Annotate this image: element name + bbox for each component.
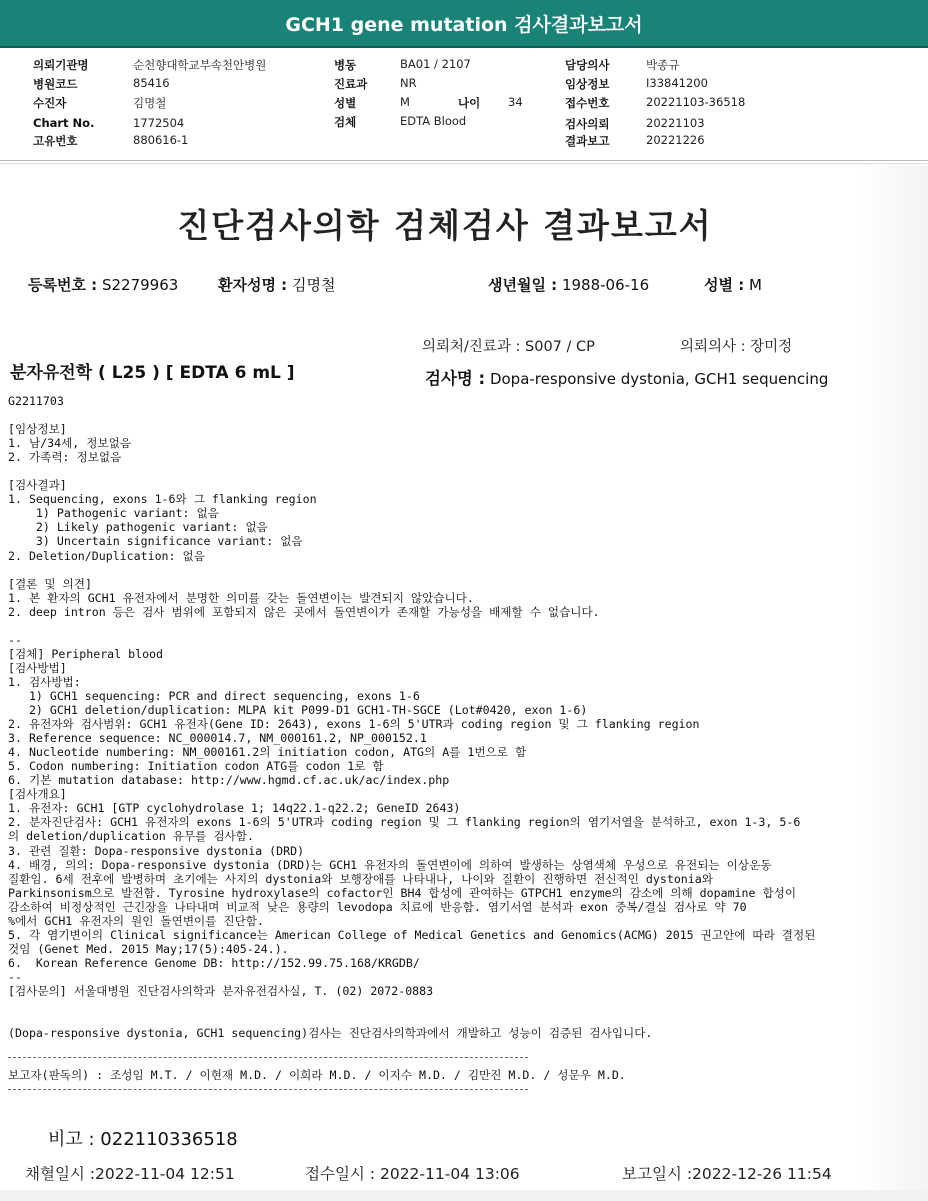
field-label: 고유번호 (33, 134, 78, 148)
birth-date-value: 1988-06-16 (561, 276, 650, 294)
report-line: 2. deep intron 등은 검사 범위에 포함되지 않은 곳에서 돌연변이가 존재할 가능성을 배제할 수 없습니다. (8, 604, 600, 619)
field-value: 20221103 (646, 116, 705, 130)
report-line: %에서 GCH1 유전자의 원인 돌연변이를 진단함. (8, 913, 264, 928)
header-divider (0, 160, 928, 161)
document-title: 진단검사의학 검체검사 결과보고서 (177, 206, 713, 245)
birth-date-label: 생년월일 : (488, 276, 558, 294)
registration-number (28, 274, 178, 295)
field-value: BA01 / 2107 (400, 57, 471, 71)
report-line (8, 619, 908, 633)
test-name-label: 검사명 : (425, 369, 486, 388)
field-value: 김명철 (133, 96, 167, 110)
field-label: 검사의뢰 (565, 117, 610, 131)
report-line: 1. 남/34세, 정보없음 (8, 436, 132, 451)
requester-department: 의뢰처/진료과 : S007 / CP (422, 339, 595, 355)
report-line: 3. 관련 질환: Dopa-responsive dystonia (DRD) (8, 843, 305, 858)
field-value: 순천향대학교부속천안병원 (133, 58, 267, 72)
field-label: Chart No. (33, 116, 95, 130)
report-line: G2211703 (8, 394, 64, 408)
department-heading: 분자유전학 ( L25 ) [ EDTA 6 mL ] (10, 363, 295, 383)
field-label: 의뢰기관명 (33, 58, 89, 72)
field-label: 진료과 (334, 77, 368, 91)
report-line: 4. Nucleotide numbering: NM_000161.2의 initiation codon, ATG의 A를 1번으로 함 (8, 745, 527, 760)
requester-doctor: 의뢰의사 : 장미정 (680, 339, 793, 355)
field-label: 수진자 (33, 96, 67, 110)
field-value: 20221226 (646, 133, 705, 147)
field-label: 접수번호 (565, 96, 610, 110)
field-label: 검체 (334, 115, 357, 129)
report-line (8, 408, 908, 422)
field-value: I33841200 (646, 76, 708, 90)
report-line: [검체] Peripheral blood (8, 646, 164, 661)
collection-datetime: 채혈일시 :2022-11-04 12:51 (25, 1165, 235, 1183)
report-line: 2) GCH1 deletion/duplication: MLPA kit P099-D1 GCH1-TH-SGCE (Lot#0420, exon 1-6) (8, 703, 588, 718)
report-line: Parkinsonism으로 발전함. Tyrosine hydroxylase의 cofactor인 BH4 합성에 관여하는 GTPCH1 enzyme의 감소에 의해 dopamine 합성이 (8, 885, 797, 900)
field-label: 임상정보 (565, 77, 610, 91)
field-label: 병동 (334, 58, 357, 72)
report-line: 2) Likely pathogenic variant: 없음 (8, 520, 268, 535)
registration-number-label: 등록번호 : (28, 276, 98, 294)
report-line: 것임 (Genet Med. 2015 May;17(5):405-24.). (8, 941, 289, 956)
report-line: 질환임. 6세 전후에 발병하며 초기에는 사지의 dystonia와 보행장애를 나타내나, 나이와 질환이 진행하면 전신적인 dystonia와 (8, 871, 713, 886)
report-line (8, 998, 908, 1012)
report-datetime: 보고일시 :2022-12-26 11:54 (622, 1165, 832, 1183)
registration-number-value: S2279963 (101, 276, 179, 294)
report-line: 5. 각 염기변이의 Clinical significance는 American College of Medical Genetics and Genomics(ACMG) 2015 권고안에 따라 결정된 (8, 927, 816, 942)
report-line: 3. Reference sequence: NC_000014.7, NM_000161.2, NP_000152.1 (8, 731, 427, 746)
report-line: 2. Deletion/Duplication: 없음 (8, 548, 205, 563)
report-line: 1. 검사방법: (8, 674, 81, 689)
field-value: M (400, 95, 410, 109)
report-line (8, 563, 908, 577)
remark (48, 1125, 238, 1151)
field-label: 결과보고 (565, 134, 610, 148)
dashed-separator (8, 1057, 528, 1058)
report-line: [검사결과] (8, 478, 67, 493)
report-line: 6. 기본 mutation database: http://www.hgmd.cf.ac.uk/ac/index.php (8, 773, 450, 788)
report-line: 2. 유전자와 검사범위: GCH1 유전자(Gene ID: 2643), exons 1-6의 5'UTR과 coding region 및 그 flanking region (8, 717, 700, 732)
field-value: NR (400, 76, 417, 90)
header-info-grid (0, 54, 928, 154)
report-line: (Dopa-responsive dystonia, GCH1 sequencing)검사는 진단검사의학과에서 개발하고 성능이 검증된 검사입니다. (8, 1026, 653, 1041)
bottom-strip (0, 1190, 928, 1201)
dashed-separator (8, 1089, 528, 1090)
remark-label: 비고 : (48, 1129, 95, 1150)
report-line: [결론 및 의견] (8, 576, 92, 591)
report-line: 1. 유전자: GCH1 [GTP cyclohydrolase 1; 14q22.1-q22.2; GeneID 2643) (8, 801, 461, 816)
report-line: -- (8, 632, 22, 647)
report-line: [임상정보] (8, 422, 67, 437)
field-value: 1772504 (133, 116, 185, 130)
test-name-value: Dopa-responsive dystonia, GCH1 sequencing (489, 370, 829, 388)
report-line: 감소하여 비정상적인 근긴장을 나타내며 비교적 낮은 용량의 levodopa 치료에 반응함. 염기서열 분석과 exon 중복/결실 검사로 약 70 (8, 899, 747, 914)
report-body (8, 394, 908, 1082)
report-line: 1. 본 환자의 GCH1 유전자에서 분명한 의미를 갖는 돌연변이는 발견되지 않았습니다. (8, 590, 474, 605)
report-line: [검사개요] (8, 787, 67, 802)
field-value: 박종규 (646, 58, 680, 72)
report-line: 3) Uncertain significance variant: 없음 (8, 534, 303, 549)
birth-date (488, 274, 649, 295)
field-value: 34 (508, 95, 523, 109)
sex-label: 성별 : (704, 276, 745, 294)
report-line: 2. 가족력: 정보없음 (8, 450, 122, 465)
field-value: 20221103-36518 (646, 95, 746, 109)
report-line: [검사문의] 서울대병원 진단검사의학과 분자유전검사실, T. (02) 2072-0883 (8, 983, 434, 998)
report-line: [검사방법] (8, 660, 67, 675)
sex (704, 274, 762, 295)
report-line (8, 1040, 908, 1054)
report-line: 6. Korean Reference Genome DB: http://152.99.75.168/KRGDB/ (8, 955, 420, 970)
field-value: EDTA Blood (400, 114, 467, 128)
test-name (425, 365, 828, 389)
header-divider (0, 163, 928, 164)
field-value: 85416 (133, 76, 170, 90)
sex-value: M (748, 276, 762, 294)
report-line: 1. Sequencing, exons 1-6와 그 flanking region (8, 492, 317, 507)
field-label: 병원코드 (33, 77, 78, 91)
field-value: 880616-1 (133, 133, 189, 147)
report-line: 5. Codon numbering: Initiation codon ATG를 codon 1로 함 (8, 759, 384, 774)
report-header-title: GCH1 gene mutation 검사결과보고서 (0, 0, 928, 48)
report-line: 2. 분자진단검사: GCH1 유전자의 exons 1-6의 5'UTR과 coding region 및 그 flanking region의 염기서열을 분석하고, exon 1-3, 5-6 (8, 815, 801, 830)
patient-name-value: 김명철 (291, 276, 336, 294)
field-label: 담당의사 (565, 58, 610, 72)
remark-value: 022110336518 (100, 1129, 238, 1150)
report-line: -- (8, 969, 22, 984)
report-line: 보고자(판독의) : 조성임 M.T. / 이현재 M.D. / 이희라 M.D. / 이지수 M.D. / 김만진 M.D. / 성문우 M.D. (8, 1068, 626, 1083)
report-line: 의 deletion/duplication 유무를 검사함. (8, 829, 254, 844)
report-line (8, 464, 908, 478)
report-line: 4. 배경, 의의: Dopa-responsive dystonia (DRD)는 GCH1 유전자의 돌연변이에 의하여 발생하는 상염색체 우성으로 유전되는 이상운동 (8, 857, 772, 872)
report-line: 1) Pathogenic variant: 없음 (8, 506, 219, 521)
receipt-datetime: 접수일시 : 2022-11-04 13:06 (305, 1165, 520, 1183)
report-line (8, 1012, 908, 1026)
patient-name (218, 274, 335, 295)
field-label: 성별 (334, 96, 357, 110)
field-label: 나이 (458, 96, 481, 110)
report-line: 1) GCH1 sequencing: PCR and direct sequencing, exons 1-6 (8, 688, 420, 703)
patient-name-label: 환자성명 : (218, 276, 288, 294)
